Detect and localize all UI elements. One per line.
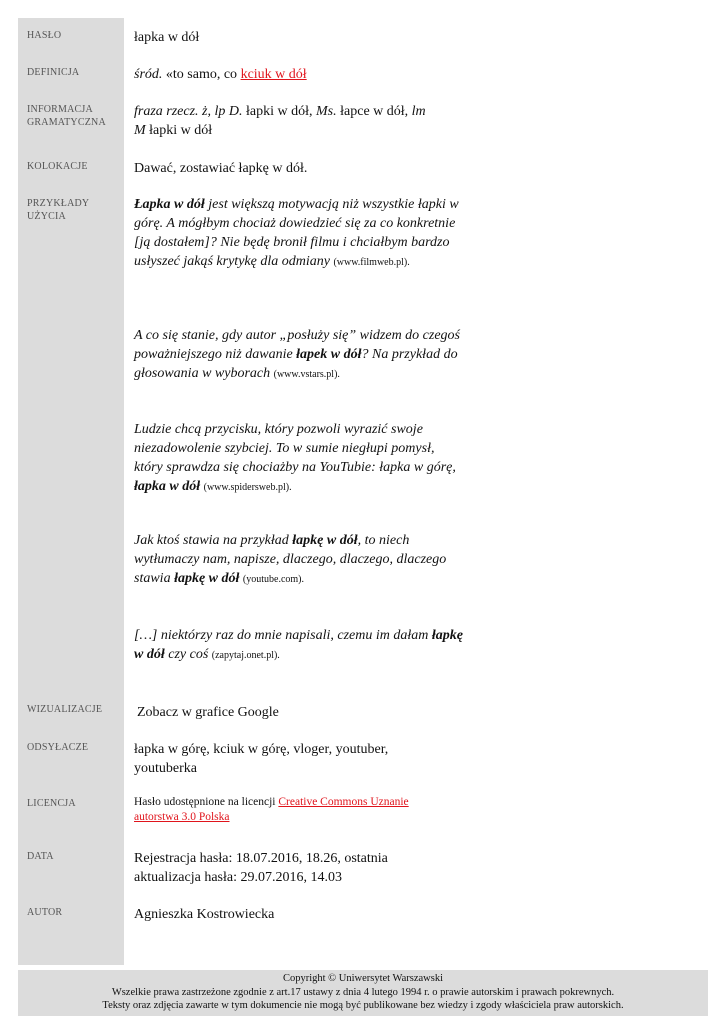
example-highlight: łapkę w dół xyxy=(174,571,240,586)
label-informacja-line1: INFORMACJA xyxy=(27,104,93,115)
label-data: DATA xyxy=(27,851,54,862)
label-autor: AUTOR xyxy=(27,907,63,918)
example-text: ? Na przykład do głosowania w wyborach xyxy=(134,347,458,381)
entry-dates: Rejestracja hasła: 18.07.2016, 18.26, ostatnia aktualizacja hasła: 29.07.2016, 14.03 xyxy=(134,851,388,885)
grammar-info-part: łapce w dół, xyxy=(336,104,412,119)
definition-qualifier: śród. xyxy=(134,67,163,82)
example-highlight: łapek w dół xyxy=(296,347,362,362)
example-source: (www.vstars.pl). xyxy=(273,369,340,380)
label-licencja: LICENCJA xyxy=(27,798,76,809)
footer-rights: Wszelkie prawa zastrzeżone zgodnie z art.17 ustawy z dnia 4 lutego 1994 r. o prawie autorskim i prawach pokrewnych. xyxy=(111,986,615,998)
google-images-link[interactable]: Zobacz w grafice Google xyxy=(137,705,279,720)
grammar-info-part: M xyxy=(134,123,146,138)
example-source: (youtube.com). xyxy=(242,574,305,585)
definition xyxy=(134,65,464,84)
label-wizualizacje: WIZUALIZACJE xyxy=(27,704,103,715)
label-definicja: DEFINICJA xyxy=(27,67,80,78)
example-source: (zapytaj.onet.pl). xyxy=(211,650,280,661)
example-text: […] niektórzy raz do mnie napisali, czemu im dałam xyxy=(134,628,432,643)
license xyxy=(134,795,434,825)
example-text: Ludzie chcą przycisku, który pozwoli wyrazić swoje niezadowolenie szybciej. To w sumie niegłupi pomysł, który sprawdza się chociażby na YouTubie: łapka w górę, xyxy=(134,422,456,475)
usage-example-1 xyxy=(134,195,464,272)
example-highlight: Łapka w dół xyxy=(134,197,205,212)
example-highlight: łapkę w dół xyxy=(134,628,463,662)
label-haslo: HASŁO xyxy=(27,30,62,41)
example-text: Jak ktoś stawia na przykład xyxy=(134,533,293,548)
example-text: A co się stanie, gdy autor „posłuży się” widzem do czegoś poważniejszego niż dawanie xyxy=(134,328,461,362)
collocations: Dawać, zostawiać łapkę w dół. xyxy=(134,161,308,176)
footer-copyright: Copyright © Uniwersytet Warszawski xyxy=(282,973,444,984)
label-przyklady-uzycia xyxy=(27,197,122,223)
copyright-footer xyxy=(18,970,708,1016)
example-text: jest większą motywacją niż wszystkie łapki w górę. A mógłbym chociaż dowiedzieć się za co konkretnie [ją dostałem]? Nie będę bronił filmu i chciałbym bardzo usłyszeć jakąś krytykę dla odmiany xyxy=(134,197,459,269)
usage-example-3 xyxy=(134,420,464,497)
example-source: (www.filmweb.pl). xyxy=(333,257,410,268)
footer-notice: Teksty oraz zdjęcia zawarte w tym dokumencie nie mogą być publikowane bez wiedzy i zgody właściciela praw autorskich. xyxy=(102,1000,624,1011)
grammar-info-part: łapki w dół, xyxy=(242,104,317,119)
definition-text: «to samo, co xyxy=(162,67,241,82)
license-text: Hasło udostępnione na licencji xyxy=(134,796,279,808)
usage-example-4 xyxy=(134,531,464,589)
usage-example-2 xyxy=(134,326,464,384)
headword: łapka w dół xyxy=(134,30,200,45)
example-text: czy coś xyxy=(164,647,212,662)
grammar-info-part: łapki w dół xyxy=(145,123,213,138)
example-text: , to niech wytłumaczy nam, napisze, dlaczego, dlaczego, dlaczego stawia xyxy=(134,533,447,586)
author-name: Agnieszka Kostrowiecka xyxy=(134,907,275,922)
label-odsylacze: ODSYŁACZE xyxy=(27,742,89,753)
grammar-info-part: Ms. xyxy=(316,104,337,119)
grammar-info-part: fraza rzecz. ż, lp D. xyxy=(134,104,243,119)
grammar-info xyxy=(134,102,464,140)
definition-link-kciuk-w-dol[interactable]: kciuk w dół xyxy=(240,67,307,82)
label-przyklady-line2: UŻYCIA xyxy=(27,211,66,222)
usage-example-5 xyxy=(134,626,464,665)
label-kolokacje: KOLOKACJE xyxy=(27,161,88,172)
label-informacja-gramatyczna xyxy=(27,103,122,129)
grammar-info-part: lm xyxy=(411,104,426,119)
label-informacja-line2: GRAMATYCZNA xyxy=(27,117,106,128)
example-source: (www.spidersweb.pl). xyxy=(203,482,292,493)
example-highlight: łapka w dół xyxy=(134,479,201,494)
license-link-creative-commons[interactable]: Creative Commons Uznanie autorstwa 3.0 Polska xyxy=(134,796,409,823)
label-przyklady-line1: PRZYKŁADY xyxy=(27,198,90,209)
cross-references: łapka w górę, kciuk w górę, vloger, youtuber, youtuberka xyxy=(134,742,389,776)
example-highlight: łapkę w dół xyxy=(292,533,358,548)
